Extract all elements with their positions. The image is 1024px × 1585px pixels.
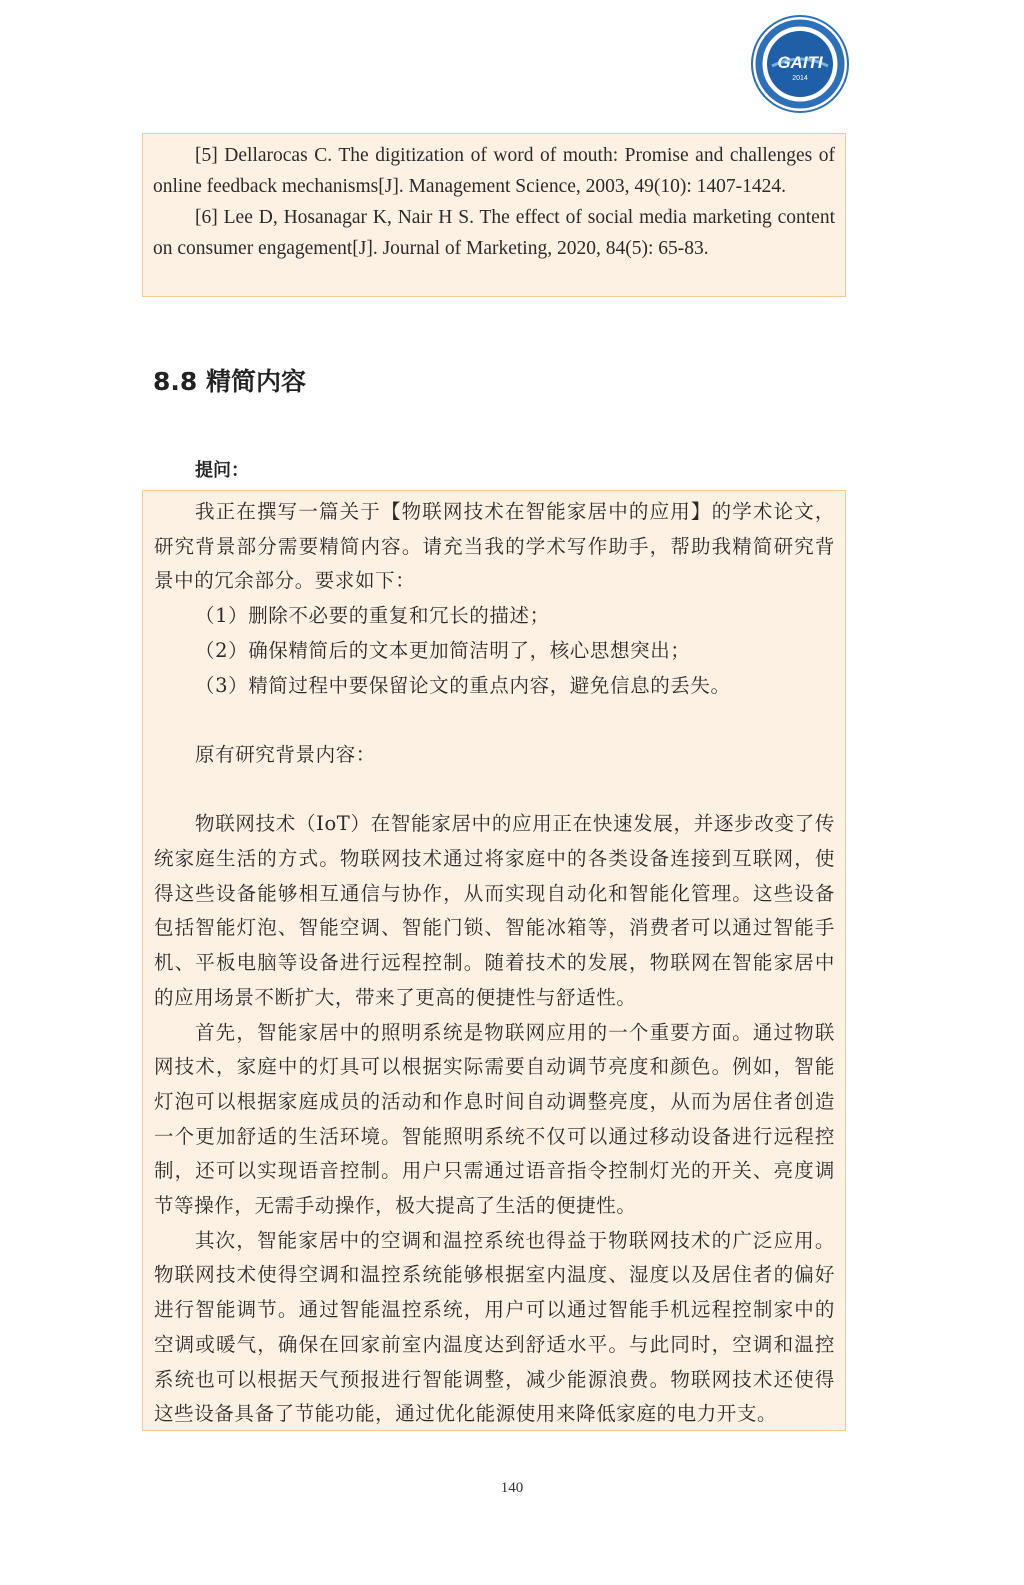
background-paragraph-2: 首先，智能家居中的照明系统是物联网应用的一个重要方面。通过物联网技术，家庭中的灯具可以根据实际需要自动调节亮度和颜色。例如，智能灯泡可以根据家庭成员的活动和作息时间自动调整亮度，从而为居住者创造一个更加舒适的生活环境。智能照明系统不仅可以通过移动设备进行远程控制，还可以实现语音控制。用户只需通过语音指令控制灯光的开关、亮度调节等操作，无需手动操作，极大提高了生活的便捷性。 <box>154 1020 835 1218</box>
prompt-box <box>142 490 846 1431</box>
original-content-label: 原有研究背景内容： <box>195 742 376 766</box>
spacer <box>154 703 835 738</box>
ask-label: 提问： <box>195 460 249 481</box>
section-heading: 8.8 精简内容 <box>153 367 306 396</box>
references-box <box>142 133 846 297</box>
reference-6: [6] Lee D, Hosanagar K, Nair H S. The effect of social media marketing content on consumer engagement[J]. Journal of Marketing, 2020, 84(5): 65-83. <box>153 207 835 259</box>
page-number: 140 <box>500 1480 524 1496</box>
requirement-2: （2）确保精简后的文本更加简洁明了，核心思想突出； <box>195 638 691 662</box>
logo-text: GAITI <box>777 53 823 72</box>
logo-year: 2014 <box>792 75 808 82</box>
reference-5: [5] Dellarocas C. The digitization of word of mouth: Promise and challenges of online feedback mechanisms[J]. Management Science, 2003, 49(10): 1407-1424. <box>153 145 835 197</box>
spacer <box>154 773 835 808</box>
background-paragraph-3: 其次，智能家居中的空调和温控系统也得益于物联网技术的广泛应用。物联网技术使得空调和温控系统能够根据室内温度、湿度以及居住者的偏好进行智能调节。通过智能温控系统，用户可以通过智能手机远程控制家中的空调或暖气，确保在回家前室内温度达到舒适水平。与此同时，空调和温控系统也可以根据天气预报进行智能调整，减少能源浪费。物联网技术还使得这些设备具备了节能功能，通过优化能源使用来降低家庭的电力开支。 <box>154 1228 835 1426</box>
requirement-3: （3）精简过程中要保留论文的重点内容，避免信息的丢失。 <box>195 673 731 697</box>
requirement-1: （1）删除不必要的重复和冗长的描述； <box>195 604 550 628</box>
prompt-intro: 我正在撰写一篇关于【物联网技术在智能家居中的应用】的学术论文，研究背景部分需要精简内容。请充当我的学术写作助手，帮助我精简研究背景中的冗余部分。要求如下： <box>154 500 835 593</box>
gaiti-logo <box>750 14 850 114</box>
background-paragraph-1: 物联网技术（IoT）在智能家居中的应用正在快速发展，并逐步改变了传统家庭生活的方式。物联网技术通过将家庭中的各类设备连接到互联网，使得这些设备能够相互通信与协作，从而实现自动化和智能化管理。这些设备包括智能灯泡、智能空调、智能门锁、智能冰箱等，消费者可以通过智能手机、平板电脑等设备进行远程控制。随着技术的发展，物联网在智能家居中的应用场景不断扩大，带来了更高的便捷性与舒适性。 <box>154 812 835 1009</box>
